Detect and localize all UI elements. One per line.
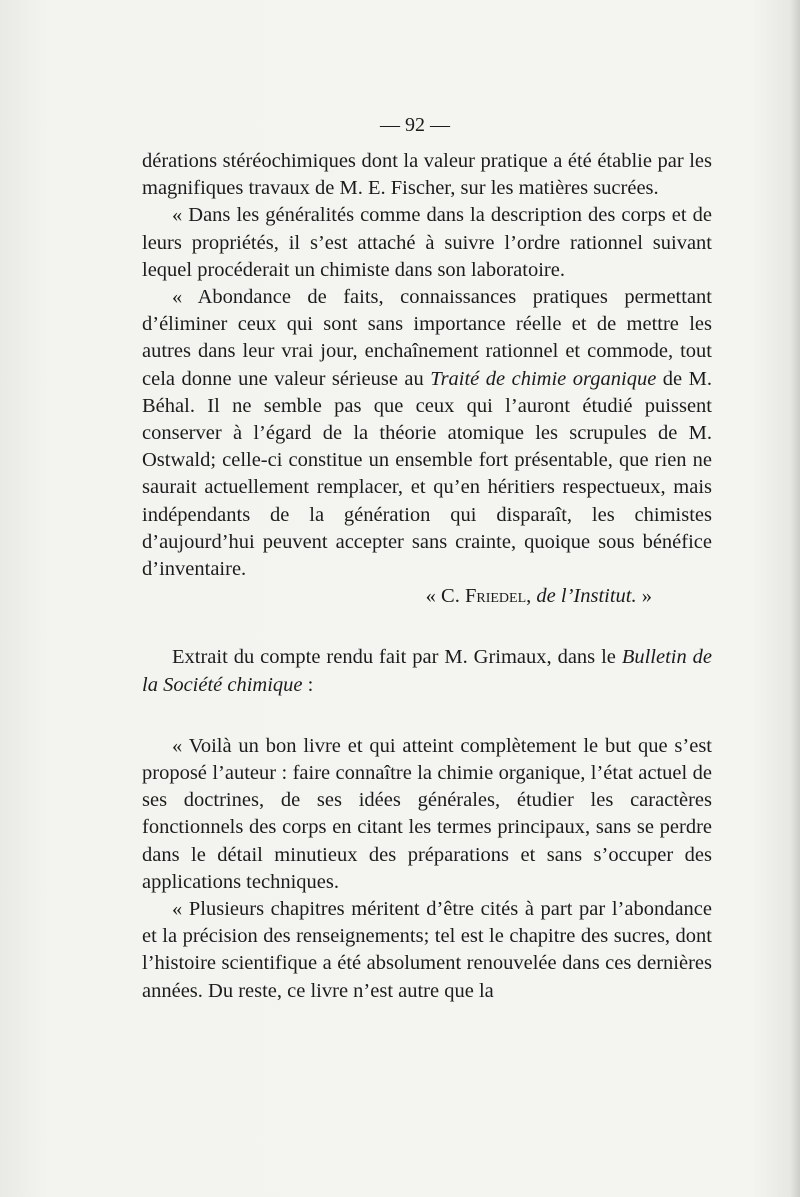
page-edge-shadow [790, 0, 800, 1197]
paragraph-quote-abondance [142, 284, 712, 583]
journal-title: Bulletin de la Société chimique [142, 646, 712, 696]
sig-comma: , [526, 585, 537, 608]
page-number: — 92 — [380, 114, 450, 136]
text-run: « Abondance de faits, connaissances pratiques permettant d’éliminer ceux qui sont sans importance réelle et de mettre les autres dans leur vrai jour, enchaînement rationnel et commode, tout cela donne une valeur sérieuse au [142, 286, 712, 390]
author-affiliation: de l’Institut. [536, 585, 637, 608]
author-name: Friedel [464, 585, 527, 608]
signature-friedel [142, 583, 712, 610]
paragraph-quote-plusieurs: « Plusieurs chapitres méritent d’être cités à part par l’abondance et la précision des renseignements; tel est le chapitre des sucres, dont l’histoire scientifique a été absolument renouvelée dans ces dernières années. Du reste, ce livre n’est autre que la [142, 898, 712, 1002]
paragraph-extract-intro [142, 644, 712, 698]
sig-close: » [636, 585, 652, 608]
paragraph-continuation: dérations stéréochimiques dont la valeur pratique a été établie par les magnifiques travaux de M. E. Fischer, sur les matières sucrées. [142, 150, 712, 200]
text-run: de M. Béhal. Il ne semble pas que ceux qui l’auront étudié puissent conserver à l’égard de la théorie atomique les scrupules de M. Ostwald; celle-ci constitue un ensemble fort présentable, que rien ne saurait actuellement remplacer, et qu’en héritiers respectueux, mais indépendants de la génération qui disparaît, les chimistes d’aujourd’hui peuvent accepter sans crainte, quoique sous bénéfice d’inventaire. [142, 367, 712, 581]
paragraph-quote-generalites: « Dans les généralités comme dans la description des corps et de leurs propriétés, il s’est attaché à suivre l’ordre rationnel suivant lequel procéderait un chimiste dans son laboratoire. [142, 204, 712, 281]
spacer [142, 610, 712, 644]
book-title: Traité de chimie organique [430, 367, 657, 390]
sig-open: « C. [425, 585, 465, 608]
paragraph-quote-voila: « Voilà un bon livre et qui atteint complètement le but que s’est proposé l’auteur : faire connaître la chimie organique, l’état actuel de ses doctrines, de ses idées générales, étudier les caractères fonctionnels des corps en citant les termes principaux, sans se perdre dans le détail minutieux des préparations et sans s’occuper des applications techniques. [142, 734, 712, 893]
text-run: : [302, 673, 314, 696]
text-run: Extrait du compte rendu fait par M. Grimaux, dans le [172, 646, 622, 669]
page-body [142, 148, 712, 1005]
spacer [142, 699, 712, 733]
